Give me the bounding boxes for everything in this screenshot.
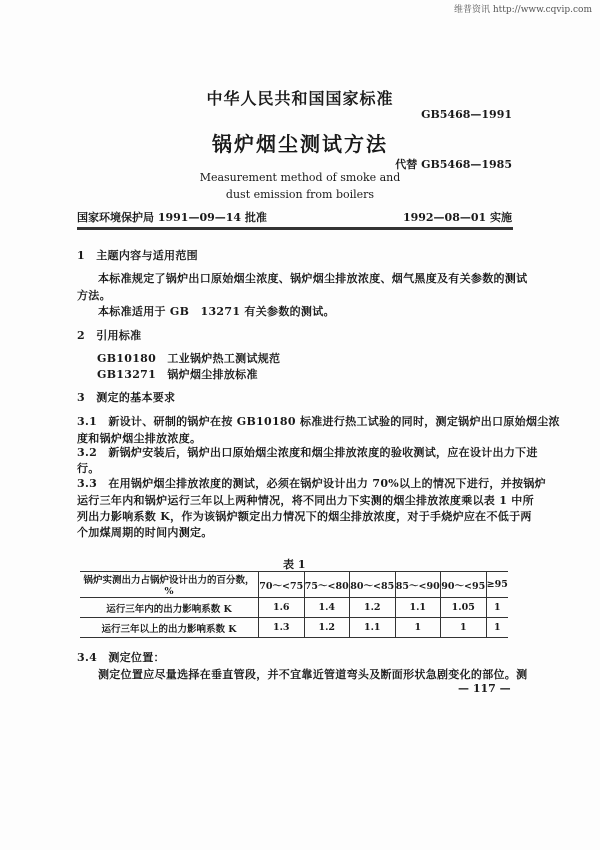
table-cell: 75～<80 xyxy=(304,572,350,598)
table-cell: 1.4 xyxy=(304,598,350,618)
section-2-heading: 2 引用标准 xyxy=(77,329,142,342)
document-title: 锅炉烟尘测试方法 xyxy=(212,132,388,156)
page-number: — 117 — xyxy=(458,682,511,695)
coefficient-table xyxy=(80,571,508,638)
table-cell: 1.2 xyxy=(350,598,396,618)
clause-3-3: 运行三年内和锅炉运行三年以上两种情况，将不同出力下实测的烟尘排放浓度乘以表 1 中所 xyxy=(77,494,534,507)
clause-3-1: 3.1 新设计、研制的锅炉在按 GB10180 标准进行热工试验的同时，测定锅炉出口原始烟尘浓 xyxy=(77,415,560,428)
table-cell: 运行三年内的出力影响系数 K xyxy=(106,603,232,615)
table-cell: 1.3 xyxy=(259,618,305,638)
table-cell: 1 xyxy=(395,618,441,638)
effective-date: 1992—08—01 实施 xyxy=(402,211,512,224)
table-row xyxy=(80,598,508,618)
table-cell: 1.1 xyxy=(350,618,396,638)
table-cell: 运行三年以上的出力影响系数 K xyxy=(101,623,237,635)
table-cell: 锅炉实测出力占锅炉设计出力的百分数，% xyxy=(83,575,255,597)
table-cell: 85～<90 xyxy=(395,572,441,598)
table-cell: 1.2 xyxy=(304,618,350,638)
clause-3-4-heading: 3.4 测定位置： xyxy=(77,651,165,664)
clause-3-2: 3.2 新锅炉安装后，锅炉出口原始烟尘浓度和烟尘排放浓度的验收测试，应在设计出力下进 xyxy=(77,446,538,459)
table-cell: 70～<75 xyxy=(259,572,305,598)
section-1-heading: 1 主题内容与适用范围 xyxy=(77,249,198,262)
table-cell: 1 xyxy=(441,618,487,638)
clause-3-3: 列出力影响系数 K，作为该锅炉额定出力情况下的烟尘排放浓度，对于手烧炉应在不低于两 xyxy=(77,510,532,523)
table-cell: 1.6 xyxy=(259,598,305,618)
paragraph: 本标准适用于 GB 13271 有关参数的测试。 xyxy=(98,305,335,318)
table-cell: 1.1 xyxy=(395,598,441,618)
header-rule xyxy=(77,227,513,230)
reference-item: GB13271 锅炉烟尘排放标准 xyxy=(97,368,258,381)
table-cell: ≥95 xyxy=(486,572,508,598)
clause-3-3: 3.3 在用锅炉烟尘排放浓度的测试，必须在锅炉设计出力 70%以上的情况下进行，并按锅炉 xyxy=(77,477,546,490)
table-cell: 90～<95 xyxy=(441,572,487,598)
clause-3-3: 个加煤周期的时间内测定。 xyxy=(77,526,213,539)
table-cell: 1.05 xyxy=(441,598,487,618)
english-title-line1: Measurement method of smoke and xyxy=(199,171,401,184)
clause-3-2: 行。 xyxy=(77,462,100,475)
table-caption: 表 1 xyxy=(283,558,306,571)
table-row xyxy=(80,618,508,638)
approval-date: 国家环境保护局 1991—09—14 批准 xyxy=(77,211,267,224)
table-cell: 1 xyxy=(486,618,508,638)
paragraph: 本标准规定了锅炉出口原始烟尘浓度、锅炉烟尘排放浓度、烟气黑度及有关参数的测试 xyxy=(98,272,528,285)
org-title: 中华人民共和国国家标准 xyxy=(206,89,394,108)
reference-item: GB10180 工业锅炉热工测试规范 xyxy=(97,352,281,365)
standard-number: GB5468—1991 xyxy=(421,108,512,121)
watermark: 维普资讯 http://www.cqvip.com xyxy=(453,5,592,15)
replaces-standard: 代替 GB5468—1985 xyxy=(395,158,512,171)
section-3-heading: 3 测定的基本要求 xyxy=(77,391,176,404)
clause-3-4-text: 测定位置应尽量选择在垂直管段，并不宜靠近管道弯头及断面形状急剧变化的部位。测 xyxy=(98,668,528,681)
clause-3-1: 度和锅炉烟尘排放浓度。 xyxy=(77,432,202,445)
table-row xyxy=(80,572,508,598)
table-cell: 1 xyxy=(486,598,508,618)
table-cell: 80～<85 xyxy=(350,572,396,598)
english-title-line2: dust emission from boilers xyxy=(225,188,375,201)
paragraph: 方法。 xyxy=(77,289,111,302)
